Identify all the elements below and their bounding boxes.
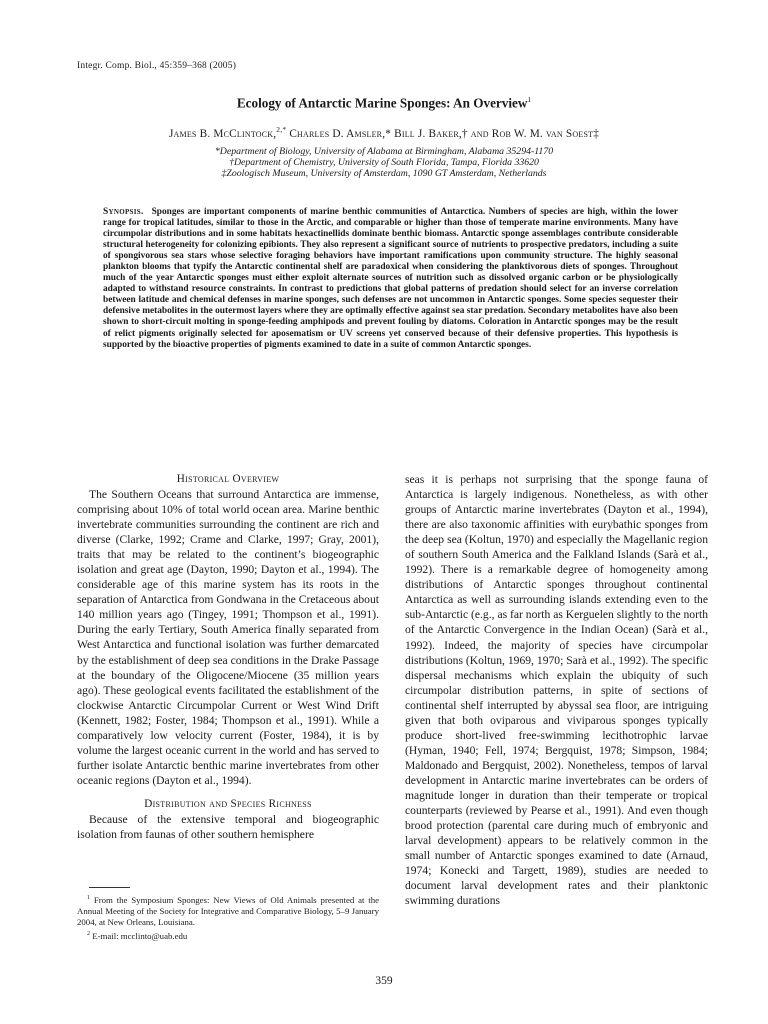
affiliation-3: ‡Zoologisch Museum, University of Amsterdam, 1090 GT Amsterdam, Netherlands [221,168,547,179]
footnotes [77,893,379,942]
author-list [0,125,768,140]
author-3: Bill J. Baker,† [394,127,468,140]
affiliation-2: †Department of Chemistry, University of South Florida, Tampa, Florida 33620 [229,157,539,168]
author-1-mark: 2,* [276,125,287,134]
footnote-2-mark: 2 [87,930,90,937]
section-heading-historical-overview: Historical Overview [176,473,280,485]
left-column [77,472,379,842]
paragraph-historical-overview: The Southern Oceans that surround Antarctica are immense, comprising about 10% of total world ocean area. Marine benthic invertebrate communities surrounding the continent are rich and diverse (Clarke, 1992; Crame and Clarke, 1997; Gray, 2001), traits that may be related to the continent’s biogeographic isolation and great age (Dayton, 1990; Dayton et al., 1994). The considerable age of this marine system has its roots in the separation of Antarctica from Gondwana in the Cretaceous about 140 million years ago (Tingey, 1991; Thompson et al., 1991). During the early Tertiary, South America finally separated from West Antarctica and functional isolation was further demarcated by the establishment of deep sea conditions in the Drake Passage at the boundary of the Oligocene/Miocene (35 million years ago). These geological events facilitated the establishment of the clockwise Antarctic Circumpolar Current or West Wind Drift (Kennett, 1982; Foster, 1984; Thompson et al., 1991). While a comparatively low velocity current (Foster, 1984), it is by volume the largest oceanic current in the world and has served to further isolate Antarctic benthic marine invertebrates from other oceanic regions (Dayton et al., 1994). [77,488,379,787]
footnote-2-text: E-mail: mcclinto@uab.edu [92,930,188,941]
page-number: 359 [375,975,393,987]
synopsis-label: Synopsis. [103,207,144,217]
right-column [405,472,708,908]
affiliation-1: *Department of Biology, University of Alabama at Birmingham, Alabama 35294-1170 [214,146,554,157]
synopsis [103,207,678,351]
paragraph-distribution-continued: seas it is perhaps not surprising that the sponge fauna of Antarctica is largely indigenous. Nonetheless, as with other groups of Antarctic marine invertebrates (Dayton et al., 1994), there are also taxonomic affinities with eurybathic sponges from the deep sea (Koltun, 1970) and especially the Magellanic region of southern South America and the Falkland Islands (Sarà et al., 1992). There is a remarkable degree of homogeneity among distributions of Antarctic sponges throughout continental Antarctica as well as surrounding islands extending even to the sub-Antarctic (e.g., as far north as Kerguelen slightly to the north of the Antarctic Convergence in the Indian Ocean) (Sarà et al., 1992). Indeed, the majority of species have circumpolar distributions (Koltun, 1969, 1970; Sarà et al., 1992). The specific dispersal mechanisms which explain the ubiquity of such circumpolar distribution patterns, in spite of sections of continental shelf interrupted by abyssal sea floor, are intriguing given that both oviparous and viviparous sponges typically produce short-lived free-swimming lecithotrophic larvae (Hyman, 1940; Fell, 1974; Bergquist, 1978; Simpson, 1984; Maldonado and Bergquist, 2002). Nonetheless, tempos of larval development in Antarctic marine invertebrates can be orders of magnitude longer in duration than their temperate or tropical counterparts (reviewed by Pearse et al., 1991). And even though brood protection (parental care during much of embryonic and larval development) appears to be relatively common in the small number of Antarctic sponges examined to date (Arnaud, 1974; Konecki and Targett, 1989), studies are needed to document larval development rates and their planktonic swimming durations [405,473,708,908]
paragraph-distribution: Because of the extensive temporal and biogeographic isolation from faunas of other southern hemisphere [77,812,379,841]
author-2: Charles D. Amsler,* [289,127,392,140]
footnote-1-mark: 1 [87,895,90,901]
footnote-divider [89,887,130,888]
footnote-1 [77,893,379,929]
footnote-2 [77,929,379,942]
author-4: Rob W. M. van Soest‡ [491,127,600,140]
synopsis-text: Sponges are important components of marine benthic communities of Antarctica. Numbers of species are high, within the lower range for tropical latitudes, similar to those in the Arctic, and comparable or higher than those of temperate marine environments. Many have circumpolar distributions and in some habitats hexactinellids dominate benthic biomass. Antarctic sponge assemblages contribute considerable structural heterogeneity for colonizing epibionts. They also represent a significant source of nutrients to prospective predators, including a suite of spongivorous sea stars whose selective foraging behaviors have important ramifications upon community structure. The highly seasonal plankton blooms that typify the Antarctic continental shelf are paradoxical when considering the planktivorous diets of sponges. Throughout much of the year Antarctic sponges must either exploit alternate sources of nutrition such as dissolved organic carbon or be physiologically adapted to withstand resource constraints. In contrast to predictions that global patterns of predation should select for an inverse correlation between latitude and chemical defenses in marine sponges, such defenses are not uncommon in Antarctic sponges. Some species sequester their defensive metabolites in the outermost layers where they are optimally effective against sea star predation. Secondary metabolites have also been shown to short-circuit molting in sponge-feeding amphipods and prevent fouling by diatoms. Coloration in Antarctic sponges may be the result of relict pigments originally selected for aposematism or UV screens yet conserved because of their defensive properties. This hypothesis is supported by the bioactive properties of pigments examined to date in a suite of common Antarctic sponges. [103,207,678,350]
section-heading-distribution: Distribution and Species Richness [144,797,312,810]
article-title [0,95,768,111]
author-conjunction: and [470,127,489,140]
journal-citation: Integr. Comp. Biol., 45:359–368 (2005) [77,61,237,71]
title-text: Ecology of Antarctic Marine Sponges: An Overview [236,95,528,111]
title-footnote-mark: 1 [527,95,532,104]
footnote-1-text: From the Symposium Sponges: New Views of Old Animals presented at the Annual Meeting of the Society for Integrative and Comparative Biology, 5–9 January 2004, at New Orleans, Louisiana. [77,894,379,928]
author-1: James B. McClintock, [168,127,277,140]
